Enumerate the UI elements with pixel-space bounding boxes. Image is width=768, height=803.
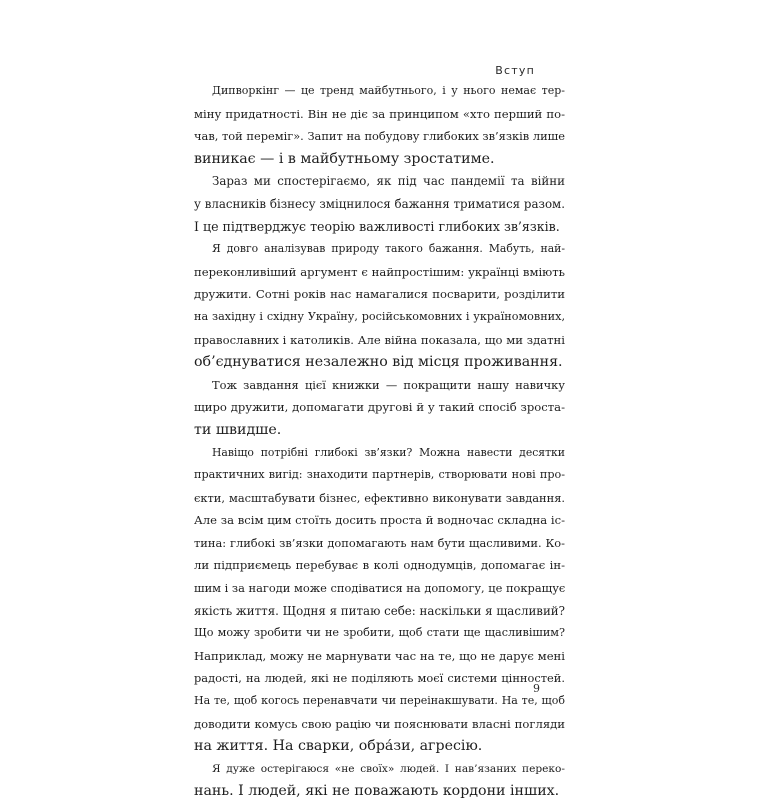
text-line: Тож завдання цієї книжки — покращити нашу навичку xyxy=(212,377,565,392)
paragraph xyxy=(194,374,565,442)
text-line: Я дуже остерігаюся «не своїх» людей. І нав’язаних переко- xyxy=(212,762,565,775)
text-line: доводити комусь свою рацію чи пояснювати власні погляди xyxy=(194,716,565,731)
text-line: Я довго аналізував природу такого бажання. Мабуть, най- xyxy=(212,242,565,256)
text-line: ли підприємець перебуває в колі однодумців, допомагає ін- xyxy=(194,558,565,573)
text-line: на західну і східну Україну, російськомовних і україномовних, xyxy=(194,309,565,323)
text-line: православних і католиків. Але війна показала, що ми здатні xyxy=(194,332,565,347)
text-line: якість життя. Щодня я питаю себе: наскільки я щасливий? xyxy=(194,603,565,618)
text-line: єкти, масштабувати бізнес, ефективно виконувати завдання. xyxy=(194,490,565,505)
text-line: На те, щоб когось перенавчати чи переінакшувати. На те, щоб xyxy=(194,694,565,708)
paragraph xyxy=(194,80,565,170)
text-line: на життя. На сварки, обра́зи, агресію. xyxy=(194,738,483,755)
text-line: виникає — і в майбутньому зростатиме. xyxy=(194,150,495,167)
text-line: шим і за нагоди може сподіватися на допомогу, це покращує xyxy=(194,581,566,596)
text-line: щиро дружити, допомагати другові й у такий спосіб зроста- xyxy=(194,400,565,415)
text-line: Зараз ми спостерігаємо, як під час пандемії та війни xyxy=(212,174,565,189)
text-line: Що можу зробити чи не зробити, щоб стати ще щасливішим? xyxy=(194,626,565,640)
text-line: Дипворкінг — це тренд майбутнього, і у нього немає тер- xyxy=(212,84,565,97)
paragraph xyxy=(194,238,565,374)
body-text xyxy=(194,80,565,803)
page-number: 9 xyxy=(533,682,540,695)
paragraph xyxy=(194,442,565,758)
text-line: переконливіший аргумент є найпростішим: українці вміють xyxy=(194,264,565,279)
text-line: Наприклад, можу не марнувати час на те, що не дарує мені xyxy=(194,648,565,663)
text-line: тина: глибокі зв’язки допомагають нам бути щасливими. Ко- xyxy=(194,535,565,550)
text-line: у власників бізнесу зміцнилося бажання триматися разом. xyxy=(194,196,565,211)
running-head: Вступ xyxy=(495,64,535,77)
text-line: Навіщо потрібні глибокі зв’язки? Можна навести десятки xyxy=(212,445,565,459)
text-line: ти швидше. xyxy=(194,421,282,438)
paragraph xyxy=(194,758,565,803)
paragraph xyxy=(194,170,565,238)
text-line: об’єднуватися незалежно від місця проживання. xyxy=(194,354,563,371)
text-line: чав, той переміг». Запит на побудову глибоких зв’язків лише xyxy=(194,129,565,144)
text-line: Але за всім цим стоїть досить проста й водночас складна іс- xyxy=(194,513,565,528)
text-line: дружити. Сотні років нас намагалися посварити, розділити xyxy=(194,287,565,302)
text-line: нань. І людей, які не поважають кордони інших. xyxy=(194,783,560,800)
text-line: міну придатності. Він не діє за принципом «хто перший по- xyxy=(194,106,565,121)
text-line: І це підтверджує теорію важливості глибоких зв’язків. xyxy=(194,218,560,234)
text-line: практичних вигід: знаходити партнерів, створювати нові про- xyxy=(194,468,565,482)
text-line: радості, на людей, які не поділяють моєї системи цінностей. xyxy=(194,671,565,686)
